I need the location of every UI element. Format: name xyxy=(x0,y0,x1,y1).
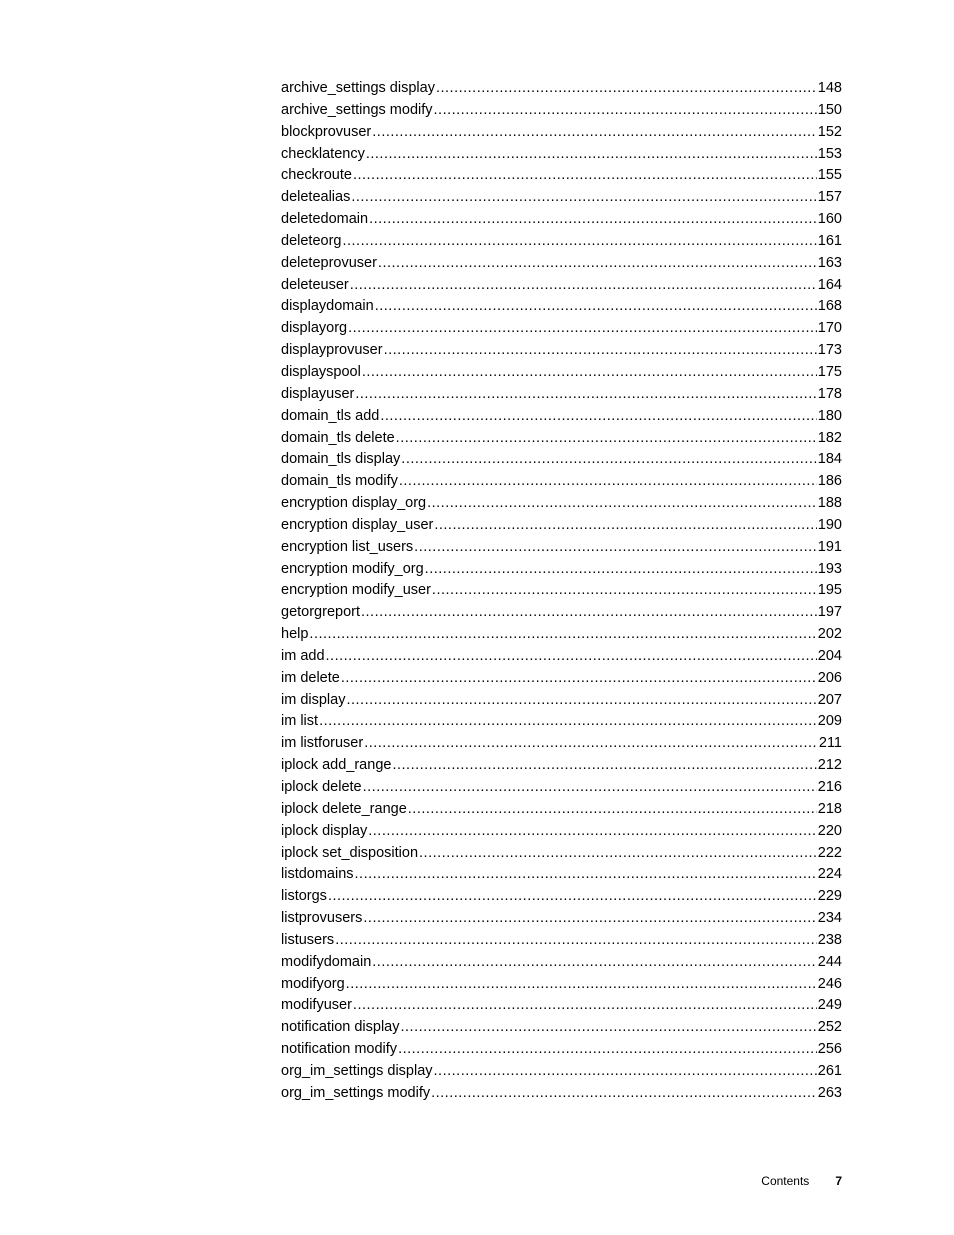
toc-dot-leader xyxy=(436,78,817,100)
toc-entry-page-number: 263 xyxy=(817,1084,842,1101)
toc-entry-page-number: 188 xyxy=(817,495,842,512)
toc-entry-page-number: 249 xyxy=(817,997,842,1014)
toc-entry-page-number: 155 xyxy=(817,167,842,184)
toc-dot-leader xyxy=(414,537,817,559)
toc-entry[interactable] xyxy=(281,428,842,450)
toc-entry-page-number: 161 xyxy=(817,232,842,249)
toc-entry[interactable] xyxy=(281,602,842,624)
toc-dot-leader xyxy=(364,733,818,755)
toc-entry[interactable] xyxy=(281,1017,842,1039)
toc-entry[interactable] xyxy=(281,974,842,996)
toc-dot-leader xyxy=(341,668,817,690)
toc-dot-leader xyxy=(362,362,817,384)
toc-entry-label: listprovusers xyxy=(281,910,363,927)
toc-entry-page-number: 234 xyxy=(817,910,842,927)
toc-dot-leader xyxy=(434,100,817,122)
toc-entry[interactable] xyxy=(281,253,842,275)
toc-entry-page-number: 218 xyxy=(817,800,842,817)
toc-entry[interactable] xyxy=(281,449,842,471)
toc-dot-leader xyxy=(351,187,816,209)
toc-dot-leader xyxy=(398,1039,817,1061)
toc-entry-page-number: 246 xyxy=(817,975,842,992)
toc-entry[interactable] xyxy=(281,843,842,865)
toc-dot-leader xyxy=(378,253,817,275)
toc-dot-leader xyxy=(319,711,817,733)
toc-entry[interactable] xyxy=(281,646,842,668)
toc-dot-leader xyxy=(346,974,817,996)
toc-entry-label: listdomains xyxy=(281,866,354,883)
toc-entry-page-number: 222 xyxy=(817,844,842,861)
toc-entry-label: im listforuser xyxy=(281,735,364,752)
toc-entry-label: org_im_settings display xyxy=(281,1062,433,1079)
toc-entry-label: deleteorg xyxy=(281,232,342,249)
toc-entry-label: im delete xyxy=(281,669,340,686)
toc-entry-page-number: 244 xyxy=(817,953,842,970)
toc-entry-label: notification modify xyxy=(281,1041,398,1058)
toc-dot-leader xyxy=(353,995,817,1017)
toc-entry-page-number: 229 xyxy=(817,888,842,905)
toc-entry-label: displayorg xyxy=(281,320,348,337)
toc-dot-leader xyxy=(392,755,816,777)
toc-entry-page-number: 252 xyxy=(817,1019,842,1036)
toc-entry-label: iplock display xyxy=(281,822,368,839)
toc-dot-leader xyxy=(309,624,816,646)
toc-entry-label: encryption display_user xyxy=(281,516,434,533)
toc-dot-leader xyxy=(434,1061,817,1083)
toc-entry[interactable] xyxy=(281,711,842,733)
toc-entry-page-number: 168 xyxy=(817,298,842,315)
toc-entry-page-number: 216 xyxy=(817,779,842,795)
toc-dot-leader xyxy=(368,821,817,843)
toc-entry[interactable] xyxy=(281,122,842,144)
toc-entry-label: domain_tls add xyxy=(281,407,380,424)
toc-entry[interactable] xyxy=(281,799,842,821)
toc-entry-label: notification display xyxy=(281,1019,400,1036)
toc-entry[interactable] xyxy=(281,690,842,712)
toc-dot-leader xyxy=(432,580,817,602)
toc-dot-leader xyxy=(408,799,817,821)
toc-entry-label: encryption modify_user xyxy=(281,582,431,599)
toc-dot-leader xyxy=(372,952,817,974)
toc-entry-label: displayspool xyxy=(281,363,361,380)
toc-entry[interactable] xyxy=(281,624,842,646)
toc-entry-label: domain_tls display xyxy=(281,451,401,468)
toc-dot-leader xyxy=(434,515,816,537)
toc-entry-label: iplock delete xyxy=(281,779,362,795)
toc-dot-leader xyxy=(350,275,817,297)
toc-entry[interactable] xyxy=(281,995,842,1017)
toc-entry-page-number: 190 xyxy=(817,516,842,533)
toc-entry-page-number: 180 xyxy=(817,407,842,424)
footer-page-number: 7 xyxy=(835,1174,842,1188)
toc-entry-page-number: 164 xyxy=(817,276,842,293)
toc-entry-page-number: 224 xyxy=(817,866,842,883)
toc-entry[interactable] xyxy=(281,165,842,187)
toc-entry-page-number: 204 xyxy=(817,647,842,664)
toc-entry-page-number: 209 xyxy=(817,713,842,730)
toc-entry[interactable] xyxy=(281,100,842,122)
toc-entry-label: deletedomain xyxy=(281,211,369,228)
toc-entry-label: iplock add_range xyxy=(281,757,392,774)
toc-entry-label: blockprovuser xyxy=(281,123,372,140)
toc-entry-page-number: 150 xyxy=(817,101,842,118)
toc-entry-label: modifydomain xyxy=(281,953,372,970)
toc-entry-label: listusers xyxy=(281,931,335,948)
toc-dot-leader xyxy=(372,122,817,144)
toc-entry-label: deleteprovuser xyxy=(281,254,377,271)
toc-entry[interactable] xyxy=(281,1039,842,1061)
toc-dot-leader xyxy=(425,559,817,581)
toc-entry-page-number: 197 xyxy=(817,604,842,621)
toc-dot-leader xyxy=(326,646,817,668)
toc-entry-label: iplock set_disposition xyxy=(281,844,419,861)
toc-entry[interactable] xyxy=(281,144,842,166)
toc-entry-label: archive_settings modify xyxy=(281,101,433,118)
toc-entry-page-number: 193 xyxy=(817,560,842,577)
toc-entry-page-number: 191 xyxy=(817,538,842,555)
toc-entry-page-number: 173 xyxy=(817,342,842,359)
toc-dot-leader xyxy=(427,493,817,515)
toc-entry[interactable] xyxy=(281,1083,842,1105)
toc-entry[interactable] xyxy=(281,930,842,952)
toc-entry-label: im display xyxy=(281,691,346,708)
toc-dot-leader xyxy=(401,1017,817,1039)
toc-dot-leader xyxy=(353,165,817,187)
toc-dot-leader xyxy=(431,1083,817,1105)
toc-entry[interactable] xyxy=(281,406,842,428)
toc-dot-leader xyxy=(396,428,817,450)
toc-entry[interactable] xyxy=(281,362,842,384)
toc-entry-label: checkroute xyxy=(281,167,352,184)
toc-entry-page-number: 220 xyxy=(817,822,842,839)
toc-entry[interactable] xyxy=(281,580,842,602)
toc-entry[interactable] xyxy=(281,886,842,908)
table-of-contents xyxy=(281,78,842,1105)
toc-entry-page-number: 157 xyxy=(817,189,842,206)
toc-entry-label: deleteuser xyxy=(281,276,349,293)
toc-entry[interactable] xyxy=(281,231,842,253)
toc-entry[interactable] xyxy=(281,296,842,318)
toc-dot-leader xyxy=(375,296,817,318)
toc-entry-page-number: 163 xyxy=(817,254,842,271)
toc-entry[interactable] xyxy=(281,864,842,886)
toc-entry-page-number: 182 xyxy=(817,429,842,446)
toc-dot-leader xyxy=(361,602,817,624)
toc-entry-page-number: 206 xyxy=(817,669,842,686)
toc-entry[interactable] xyxy=(281,1061,842,1083)
toc-entry-page-number: 170 xyxy=(817,320,842,337)
toc-dot-leader xyxy=(328,886,817,908)
toc-entry-label: im list xyxy=(281,713,319,730)
toc-entry-label: iplock delete_range xyxy=(281,800,407,817)
toc-entry[interactable] xyxy=(281,559,842,581)
toc-dot-leader xyxy=(342,231,816,253)
toc-dot-leader xyxy=(335,930,817,952)
toc-entry-label: displayprovuser xyxy=(281,342,383,359)
toc-dot-leader xyxy=(348,318,817,340)
toc-entry-page-number: 212 xyxy=(817,757,842,774)
toc-entry-label: im add xyxy=(281,647,325,664)
toc-entry-label: modifyorg xyxy=(281,975,345,992)
toc-entry[interactable] xyxy=(281,384,842,406)
toc-entry-label: checklatency xyxy=(281,145,365,162)
toc-entry-page-number: 261 xyxy=(817,1062,842,1079)
toc-entry-label: modifyuser xyxy=(281,997,352,1014)
toc-entry-label: org_im_settings modify xyxy=(281,1084,431,1101)
toc-dot-leader xyxy=(346,690,816,712)
toc-entry[interactable] xyxy=(281,515,842,537)
toc-entry[interactable] xyxy=(281,908,842,930)
toc-entry[interactable] xyxy=(281,952,842,974)
toc-entry-label: listorgs xyxy=(281,888,327,905)
toc-entry-page-number: 148 xyxy=(817,80,842,96)
toc-entry[interactable] xyxy=(281,821,842,843)
toc-entry-page-number: 202 xyxy=(817,626,842,643)
toc-entry-label: displayuser xyxy=(281,385,355,402)
toc-entry[interactable] xyxy=(281,209,842,231)
toc-entry[interactable] xyxy=(281,275,842,297)
toc-dot-leader xyxy=(380,406,816,428)
toc-entry-label: encryption display_org xyxy=(281,495,427,512)
toc-entry-page-number: 175 xyxy=(817,363,842,380)
toc-entry-label: archive_settings display xyxy=(281,80,435,96)
toc-dot-leader xyxy=(384,340,817,362)
toc-entry-page-number: 211 xyxy=(818,735,842,752)
toc-entry-label: getorgreport xyxy=(281,604,360,621)
footer-section-title: Contents xyxy=(761,1174,810,1188)
toc-entry-page-number: 238 xyxy=(817,931,842,948)
toc-dot-leader xyxy=(355,384,816,406)
toc-entry-label: deletealias xyxy=(281,189,351,206)
toc-entry[interactable] xyxy=(281,755,842,777)
toc-entry[interactable] xyxy=(281,537,842,559)
toc-entry-page-number: 153 xyxy=(817,145,842,162)
toc-entry[interactable] xyxy=(281,777,842,799)
toc-dot-leader xyxy=(355,864,817,886)
toc-entry-page-number: 256 xyxy=(817,1041,842,1058)
toc-entry-label: encryption list_users xyxy=(281,538,414,555)
toc-entry-page-number: 207 xyxy=(817,691,842,708)
toc-entry-label: domain_tls delete xyxy=(281,429,395,446)
toc-entry[interactable] xyxy=(281,318,842,340)
toc-dot-leader xyxy=(419,843,817,865)
toc-entry[interactable] xyxy=(281,668,842,690)
toc-dot-leader xyxy=(369,209,817,231)
toc-entry-page-number: 152 xyxy=(817,123,842,140)
toc-entry[interactable] xyxy=(281,471,842,493)
toc-entry[interactable] xyxy=(281,733,842,755)
toc-dot-leader xyxy=(399,471,817,493)
toc-entry[interactable] xyxy=(281,493,842,515)
page-footer xyxy=(761,1174,842,1188)
toc-entry[interactable] xyxy=(281,78,842,100)
toc-dot-leader xyxy=(363,777,817,799)
toc-entry-page-number: 195 xyxy=(817,582,842,599)
toc-entry[interactable] xyxy=(281,340,842,362)
toc-entry-label: help xyxy=(281,626,309,643)
toc-entry-page-number: 186 xyxy=(817,473,842,490)
toc-entry-label: domain_tls modify xyxy=(281,473,398,490)
toc-dot-leader xyxy=(401,449,817,471)
toc-entry-page-number: 184 xyxy=(817,451,842,468)
toc-entry-label: displaydomain xyxy=(281,298,374,315)
toc-entry-page-number: 178 xyxy=(817,385,842,402)
toc-dot-leader xyxy=(363,908,816,930)
toc-entry-page-number: 160 xyxy=(817,211,842,228)
toc-entry[interactable] xyxy=(281,187,842,209)
toc-entry-label: encryption modify_org xyxy=(281,560,424,577)
toc-dot-leader xyxy=(366,144,817,166)
